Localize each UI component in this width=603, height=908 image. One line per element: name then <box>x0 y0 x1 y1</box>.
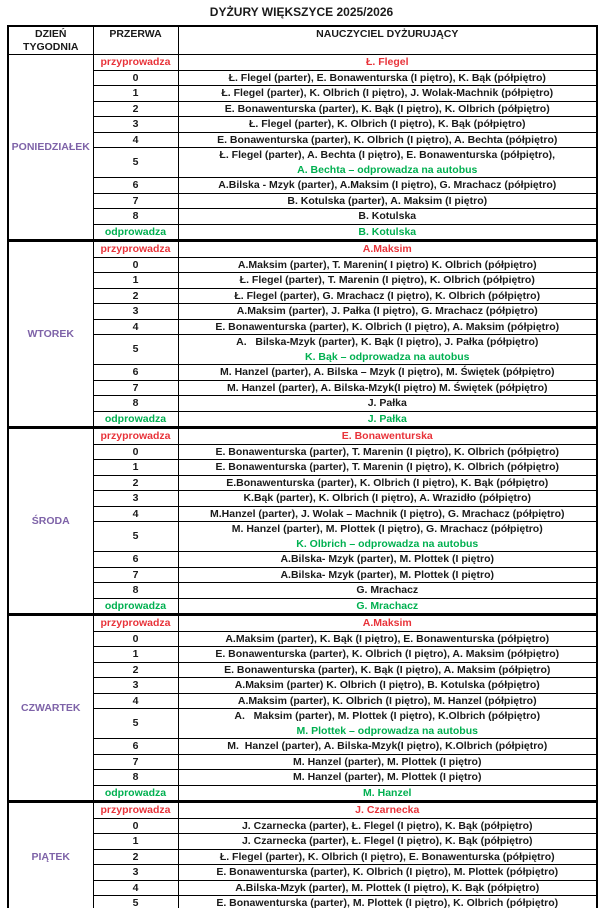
table-row <box>8 396 597 412</box>
teachers-cell: G. Mrachacz <box>178 598 597 615</box>
table-row <box>8 273 597 289</box>
table-row <box>8 522 597 552</box>
day-block <box>8 241 597 428</box>
teachers-cell: A.Maksim (parter), T. Marenin( I piętro) K. Olbrich (półpiętro) <box>178 257 597 273</box>
day-name: PIĄTEK <box>8 802 93 908</box>
table-row <box>8 631 597 647</box>
break-cell: odprowadza <box>93 411 178 428</box>
break-cell: 4 <box>93 132 178 148</box>
teachers-cell: E. Bonawenturska <box>178 428 597 445</box>
table-row <box>8 224 597 241</box>
break-cell: 4 <box>93 693 178 709</box>
teachers-cell: E. Bonawenturska (parter), K. Olbrich (I piętro), A. Maksim (półpiętro) <box>178 647 597 663</box>
break-cell: 0 <box>93 818 178 834</box>
break-cell: 8 <box>93 209 178 225</box>
bus-note: A. Bechta – odprowadza na autobus <box>297 163 478 176</box>
break-cell: przyprowadza <box>93 428 178 445</box>
header-break-column: PRZERWA <box>93 26 178 55</box>
break-cell: 6 <box>93 552 178 568</box>
break-cell: 0 <box>93 631 178 647</box>
teachers-cell: Ł. Flegel (parter), K. Olbrich (I piętro), K. Bąk (półpiętro) <box>178 117 597 133</box>
table-row <box>8 865 597 881</box>
teachers-cell: M. Hanzel (parter), A. Bilska – Mzyk (I piętro), M. Świętek (półpiętro) <box>178 365 597 381</box>
day-name: PONIEDZIAŁEK <box>8 55 93 241</box>
break-cell: 3 <box>93 491 178 507</box>
teachers-cell: B. Kotulska (parter), A. Maksim (I piętro) <box>178 193 597 209</box>
teachers-text: Ł. Flegel (parter), A. Bechta (I piętro), E. Bonawenturska (półpiętro), <box>219 149 556 161</box>
teachers-cell: A.Maksim <box>178 241 597 258</box>
table-row <box>8 491 597 507</box>
break-cell: 0 <box>93 70 178 86</box>
break-cell: 4 <box>93 506 178 522</box>
teachers-cell: E. Bonawenturska (parter), T. Marenin (I piętro), K. Olbrich (półpiętro) <box>178 460 597 476</box>
break-cell: 3 <box>93 304 178 320</box>
break-cell: 1 <box>93 273 178 289</box>
teachers-cell: A.Bilska- Mzyk (parter), M. Plottek (I piętro) <box>178 552 597 568</box>
break-cell: 0 <box>93 257 178 273</box>
header-teacher-column: NAUCZYCIEL DYŻURUJĄCY <box>178 26 597 55</box>
teachers-cell: E. Bonawenturska (parter), K. Olbrich (I piętro), M. Plottek (półpiętro) <box>178 865 597 881</box>
table-row <box>8 193 597 209</box>
teachers-cell: Ł. Flegel (parter), K. Olbrich (I piętro), E. Bonawenturska (półpiętro) <box>178 849 597 865</box>
break-cell: 6 <box>93 178 178 194</box>
teachers-cell: E.Bonawenturska (parter), K. Olbrich (I piętro), K. Bąk (półpiętro) <box>178 475 597 491</box>
table-row <box>8 241 597 258</box>
break-cell: 7 <box>93 754 178 770</box>
teachers-cell <box>178 709 597 739</box>
break-cell: 2 <box>93 288 178 304</box>
table-row <box>8 615 597 632</box>
table-row <box>8 802 597 819</box>
table-row <box>8 770 597 786</box>
break-cell: 3 <box>93 678 178 694</box>
teachers-text: A. Maksim (parter), M. Plottek (I piętro), K.Olbrich (półpiętro) <box>234 710 541 722</box>
break-cell: 1 <box>93 647 178 663</box>
table-row <box>8 335 597 365</box>
break-cell: 2 <box>93 849 178 865</box>
teachers-cell: J. Pałka <box>178 411 597 428</box>
teachers-cell: M. Hanzel (parter), M. Plottek (I piętro) <box>178 754 597 770</box>
teachers-cell: J. Czarnecka (parter), Ł. Flegel (I piętro), K. Bąk (półpiętro) <box>178 834 597 850</box>
break-cell: 0 <box>93 444 178 460</box>
day-name: WTOREK <box>8 241 93 428</box>
teachers-text: M. Hanzel (parter), M. Plottek (I piętro), G. Mrachacz (półpiętro) <box>231 523 543 535</box>
table-row <box>8 647 597 663</box>
header-row <box>8 26 597 55</box>
break-cell: 3 <box>93 117 178 133</box>
table-row <box>8 209 597 225</box>
break-cell: 4 <box>93 880 178 896</box>
table-row <box>8 785 597 802</box>
break-cell: 6 <box>93 365 178 381</box>
table-row <box>8 288 597 304</box>
table-row <box>8 101 597 117</box>
teachers-cell: E. Bonawenturska (parter), K. Olbrich (I piętro), A. Maksim (półpiętro) <box>178 319 597 335</box>
header-day-column: DZIEŃ TYGODNIA <box>8 26 93 55</box>
table-row <box>8 849 597 865</box>
teachers-cell: E. Bonawenturska (parter), K. Olbrich (I piętro), A. Bechta (półpiętro) <box>178 132 597 148</box>
teachers-cell: Ł. Flegel (parter), G. Mrachacz (I piętro), K. Olbrich (półpiętro) <box>178 288 597 304</box>
teachers-cell: M. Hanzel (parter), A. Bilska-Mzyk(I piętro) M. Świętek (półpiętro) <box>178 380 597 396</box>
break-cell: 5 <box>93 335 178 365</box>
teachers-cell: J. Pałka <box>178 396 597 412</box>
break-cell: 3 <box>93 865 178 881</box>
break-cell: 2 <box>93 101 178 117</box>
break-cell: przyprowadza <box>93 241 178 258</box>
teachers-cell: A.Bilska-Mzyk (parter), M. Plottek (I piętro), K. Bąk (półpiętro) <box>178 880 597 896</box>
break-cell: 8 <box>93 396 178 412</box>
teachers-cell: M. Hanzel (parter), M. Plottek (I piętro) <box>178 770 597 786</box>
table-row <box>8 818 597 834</box>
teachers-cell: J. Czarnecka <box>178 802 597 819</box>
teachers-cell: A.Maksim <box>178 615 597 632</box>
teachers-cell: B. Kotulska <box>178 209 597 225</box>
break-cell: 4 <box>93 319 178 335</box>
break-cell: 7 <box>93 567 178 583</box>
break-cell: 5 <box>93 709 178 739</box>
table-row <box>8 834 597 850</box>
break-cell: przyprowadza <box>93 615 178 632</box>
table-row <box>8 506 597 522</box>
table-row <box>8 319 597 335</box>
table-row <box>8 86 597 102</box>
teachers-cell: Ł. Flegel <box>178 55 597 71</box>
break-cell: 8 <box>93 583 178 599</box>
table-row <box>8 304 597 320</box>
table-row <box>8 662 597 678</box>
day-block <box>8 615 597 802</box>
day-block <box>8 428 597 615</box>
break-cell: 2 <box>93 662 178 678</box>
table-row <box>8 132 597 148</box>
break-cell: 2 <box>93 475 178 491</box>
bus-note: K. Bąk – odprowadza na autobus <box>304 350 470 363</box>
table-row <box>8 70 597 86</box>
table-row <box>8 678 597 694</box>
teachers-cell: J. Czarnecka (parter), Ł. Flegel (I piętro), K. Bąk (półpiętro) <box>178 818 597 834</box>
break-cell: 6 <box>93 739 178 755</box>
teachers-cell: G. Mrachacz <box>178 583 597 599</box>
table-row <box>8 117 597 133</box>
duty-table <box>7 25 598 908</box>
table-row <box>8 55 597 71</box>
table-row <box>8 365 597 381</box>
teachers-cell: E. Bonawenturska (parter), M. Plottek (I piętro), K. Olbrich (półpiętro) <box>178 896 597 908</box>
day-block <box>8 802 597 908</box>
break-cell: przyprowadza <box>93 55 178 71</box>
break-cell: odprowadza <box>93 598 178 615</box>
table-row <box>8 567 597 583</box>
table-row <box>8 739 597 755</box>
table-row <box>8 411 597 428</box>
table-row <box>8 583 597 599</box>
table-row <box>8 693 597 709</box>
break-cell: odprowadza <box>93 785 178 802</box>
break-cell: 7 <box>93 193 178 209</box>
teachers-cell: Ł. Flegel (parter), T. Marenin (I piętro), K. Olbrich (półpiętro) <box>178 273 597 289</box>
teachers-cell: A.Bilska- Mzyk (parter), M. Plottek (I piętro) <box>178 567 597 583</box>
table-row <box>8 598 597 615</box>
teachers-cell: M. Hanzel (parter), A. Bilska-Mzyk(I piętro), K.Olbrich (półpiętro) <box>178 739 597 755</box>
table-row <box>8 475 597 491</box>
break-cell: 8 <box>93 770 178 786</box>
day-name: CZWARTEK <box>8 615 93 802</box>
break-cell: 1 <box>93 834 178 850</box>
table-row <box>8 428 597 445</box>
break-cell: 5 <box>93 148 178 178</box>
teachers-cell: E. Bonawenturska (parter), K. Bąk (I piętro), K. Olbrich (półpiętro) <box>178 101 597 117</box>
day-name: ŚRODA <box>8 428 93 615</box>
table-row <box>8 754 597 770</box>
teachers-cell: E. Bonawenturska (parter), T. Marenin (I piętro), K. Olbrich (półpiętro) <box>178 444 597 460</box>
table-row <box>8 896 597 908</box>
teachers-cell <box>178 522 597 552</box>
teachers-cell: B. Kotulska <box>178 224 597 241</box>
break-cell: 1 <box>93 86 178 102</box>
teachers-cell: Ł. Flegel (parter), K. Olbrich (I piętro), J. Wolak-Machnik (półpiętro) <box>178 86 597 102</box>
teachers-cell: Ł. Flegel (parter), E. Bonawenturska (I piętro), K. Bąk (półpiętro) <box>178 70 597 86</box>
break-cell: odprowadza <box>93 224 178 241</box>
teachers-cell <box>178 148 597 178</box>
table-header <box>8 26 597 55</box>
teachers-cell: K.Bąk (parter), K. Olbrich (I piętro), A. Wrazidło (półpiętro) <box>178 491 597 507</box>
table-row <box>8 380 597 396</box>
table-row <box>8 178 597 194</box>
day-block <box>8 55 597 241</box>
table-row <box>8 257 597 273</box>
teachers-cell: A.Maksim (parter), K. Olbrich (I piętro), M. Hanzel (półpiętro) <box>178 693 597 709</box>
table-row <box>8 444 597 460</box>
break-cell: 7 <box>93 380 178 396</box>
break-cell: 5 <box>93 522 178 552</box>
teachers-cell: M. Hanzel <box>178 785 597 802</box>
teachers-cell <box>178 335 597 365</box>
table-row <box>8 880 597 896</box>
teachers-cell: A.Maksim (parter), K. Bąk (I piętro), E. Bonawenturska (półpiętro) <box>178 631 597 647</box>
table-row <box>8 552 597 568</box>
table-row <box>8 148 597 178</box>
table-row <box>8 709 597 739</box>
bus-note: K. Olbrich – odprowadza na autobus <box>296 537 479 550</box>
teachers-cell: A.Maksim (parter) K. Olbrich (I piętro), B. Kotulska (półpiętro) <box>178 678 597 694</box>
teachers-cell: M.Hanzel (parter), J. Wolak – Machnik (I piętro), G. Mrachacz (półpiętro) <box>178 506 597 522</box>
table-row <box>8 460 597 476</box>
teachers-cell: E. Bonawenturska (parter), K. Bąk (I piętro), A. Maksim (półpiętro) <box>178 662 597 678</box>
teachers-cell: A.Bilska - Mzyk (parter), A.Maksim (I piętro), G. Mrachacz (półpiętro) <box>178 178 597 194</box>
break-cell: 5 <box>93 896 178 908</box>
page-title: DYŻURY WIĘKSZYCE 2025/2026 <box>209 5 394 19</box>
break-cell: 1 <box>93 460 178 476</box>
bus-note: M. Plottek – odprowadza na autobus <box>296 724 478 737</box>
teachers-cell: A.Maksim (parter), J. Pałka (I piętro), G. Mrachacz (półpiętro) <box>178 304 597 320</box>
break-cell: przyprowadza <box>93 802 178 819</box>
teachers-text: A. Bilska-Mzyk (parter), K. Bąk (I piętro), J. Pałka (półpiętro) <box>236 336 539 348</box>
